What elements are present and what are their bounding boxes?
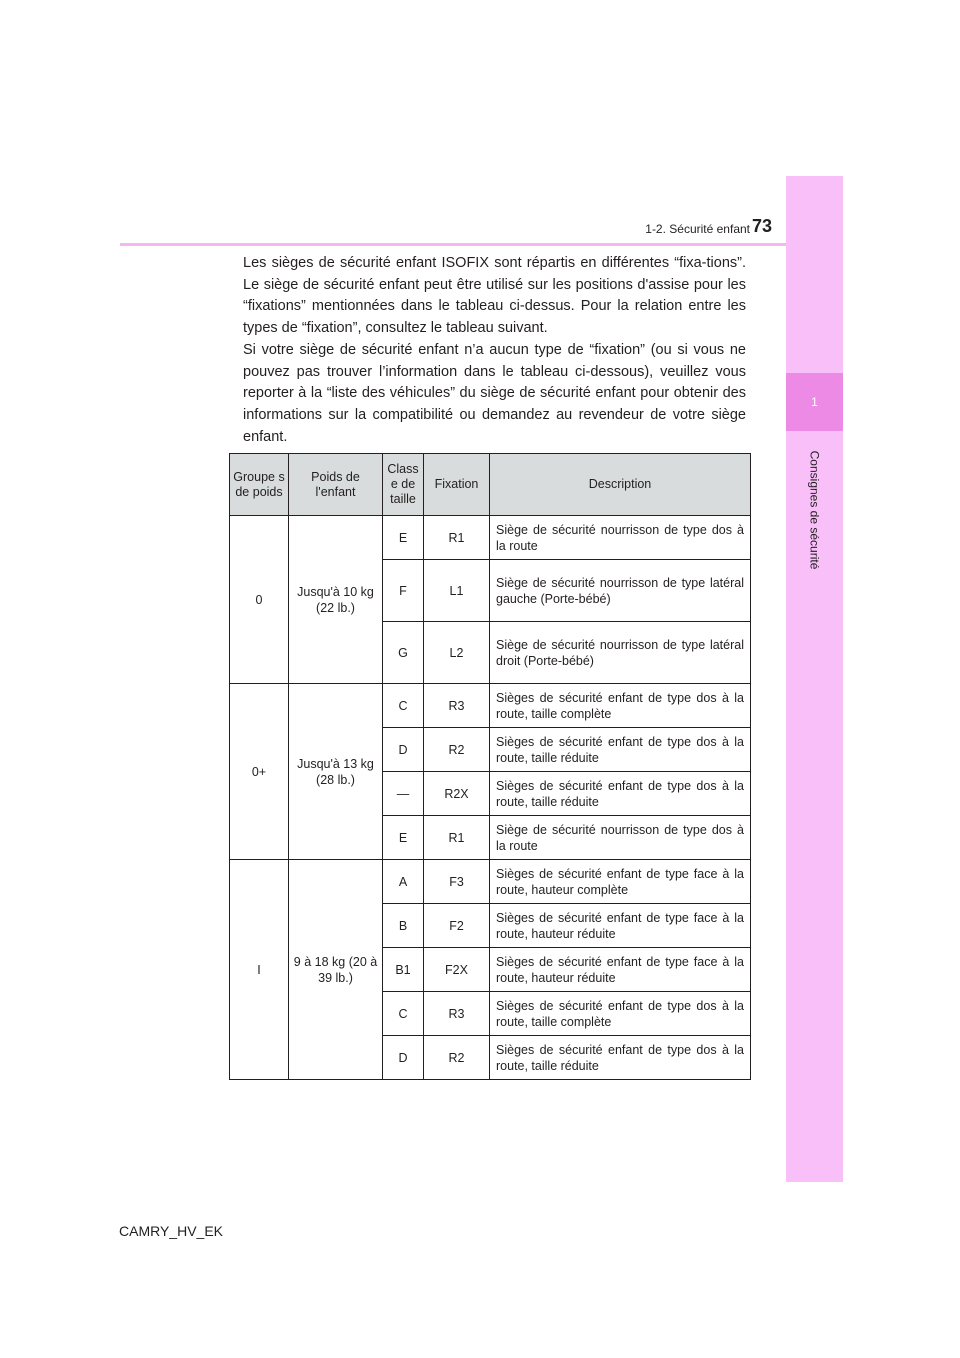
col-header-size-class: Class e de taille [383,454,424,516]
fixation-cell: R3 [424,992,490,1036]
chapter-number: 1 [811,395,818,409]
header-divider [120,243,786,246]
chapter-number-tab[interactable] [786,373,843,431]
size-class-cell: D [383,1036,424,1080]
fixation-cell: L2 [424,622,490,684]
weight-cell: Jusqu'à 10 kg (22 lb.) [289,516,383,684]
description-cell: Sièges de sécurité enfant de type dos à la route, taille réduite [490,1036,751,1080]
size-class-cell: F [383,560,424,622]
fixation-cell: F2 [424,904,490,948]
size-class-cell: A [383,860,424,904]
description-cell: Siège de sécurité nourrisson de type dos à la route [490,816,751,860]
description-cell: Sièges de sécurité enfant de type face à la route, hauteur complète [490,860,751,904]
fixation-cell: F3 [424,860,490,904]
description-cell: Sièges de sécurité enfant de type dos à la route, taille complète [490,684,751,728]
intro-paragraph: Les sièges de sécurité enfant ISOFIX sont répartis en différentes “fixa-tions”. Le siège de sécurité enfant peut être utilisé sur les positions d'assise pour les “fixations” mentionnées dans le tableau ci-dessus. Pour la relation entre les types de “fixation”, consultez le tableau suivant. [243,255,746,337]
fixation-cell: R2X [424,772,490,816]
table-row [230,860,751,904]
size-class-cell: C [383,992,424,1036]
page-number: 73 [752,216,773,236]
size-class-cell: E [383,516,424,560]
description-cell: Sièges de sécurité enfant de type dos à la route, taille réduite [490,728,751,772]
description-cell: Sièges de sécurité enfant de type face à la route, hauteur réduite [490,904,751,948]
group-cell: I [230,860,289,1080]
size-class-cell: — [383,772,424,816]
fixation-cell: R2 [424,1036,490,1080]
footer-model-code: CAMRY_HV_EK [119,1223,224,1239]
col-header-weight: Poids de l'enfant [289,454,383,516]
col-header-description: Description [490,454,751,516]
intro-text [243,253,746,448]
size-class-cell: G [383,622,424,684]
fixation-cell: R3 [424,684,490,728]
weight-cell: 9 à 18 kg (20 à 39 lb.) [289,860,383,1080]
group-cell: 0+ [230,684,289,860]
size-class-cell: E [383,816,424,860]
fixation-cell: R2 [424,728,490,772]
description-cell: Sièges de sécurité enfant de type dos à la route, taille complète [490,992,751,1036]
size-class-cell: B [383,904,424,948]
description-cell: Siège de sécurité nourrisson de type latéral gauche (Porte-bébé) [490,560,751,622]
size-class-cell: B1 [383,948,424,992]
description-cell: Sièges de sécurité enfant de type dos à la route, taille réduite [490,772,751,816]
table-row [230,684,751,728]
size-class-cell: D [383,728,424,772]
intro-paragraph: Si votre siège de sécurité enfant n’a aucun type de “fixation” (ou si vous ne pouvez pas trouver l’information dans le tableau ci-dessous), veuillez vous reporter à la “liste des véhicules” du siège de sécurité enfant pour obtenir des informations sur la compatibilité ou demandez au revendeur de votre siège enfant. [243,341,746,445]
fixation-cell: L1 [424,560,490,622]
table-row [230,516,751,560]
fixation-cell: F2X [424,948,490,992]
chapter-side-tab [786,176,843,1182]
fixation-cell: R1 [424,816,490,860]
isofix-fixation-table [229,453,751,1080]
description-cell: Siège de sécurité nourrisson de type dos à la route [490,516,751,560]
chapter-label-tab [786,440,843,580]
fixation-cell: R1 [424,516,490,560]
table-header-row [230,454,751,516]
description-cell: Siège de sécurité nourrisson de type latéral droit (Porte-bébé) [490,622,751,684]
section-title: 1-2. Sécurité enfant [645,222,750,236]
col-header-group: Groupe s de poids [230,454,289,516]
col-header-fixation: Fixation [424,454,490,516]
weight-cell: Jusqu'à 13 kg (28 lb.) [289,684,383,860]
chapter-label: Consignes de sécurité [807,450,822,570]
group-cell: 0 [230,516,289,684]
size-class-cell: C [383,684,424,728]
description-cell: Sièges de sécurité enfant de type face à la route, hauteur réduite [490,948,751,992]
